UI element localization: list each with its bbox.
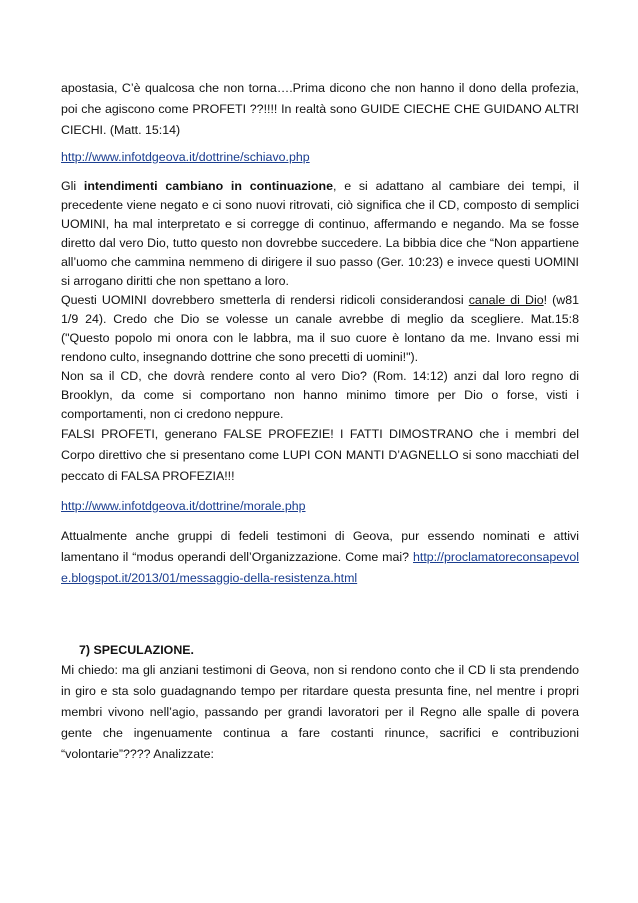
- underlined-phrase: canale di Dio: [468, 293, 544, 307]
- paragraph-intendimenti: [61, 177, 579, 291]
- link-morale[interactable]: http://www.infotdgeova.it/dottrine/morale.php: [61, 499, 306, 513]
- paragraph-apostasia: apostasia, C’è qualcosa che non torna….Prima dicono che non hanno il dono della profezia, poi che agiscono come PROFETI ??!!!! In realtà sono GUIDE CIECHE CHE GUIDANO ALTRI CIECHI. (Matt. 15:14): [61, 81, 579, 137]
- text-segment: Gli: [61, 179, 84, 193]
- text-segment: Attualmente anche gruppi di fedeli testimoni di Geova, pur essendo nominati e attivi lamentano il “modus operandi dell’Organizzazione. Come mai?: [61, 529, 579, 564]
- paragraph-uomini: [61, 291, 579, 367]
- paragraph-attualmente: [61, 526, 579, 589]
- document-page: [61, 78, 579, 765]
- bold-phrase: intendimenti cambiano in continuazione: [83, 179, 333, 193]
- paragraph-falsi-profeti: FALSI PROFETI, generano FALSE PROFEZIE! I FATTI DIMOSTRANO che i membri del Corpo direttivo che si presentano come LUPI CON MANTI D’AGNELLO si sono macchiati del peccato di FALSA PROFEZIA!!!: [61, 427, 579, 483]
- link-schiavo[interactable]: http://www.infotdgeova.it/dottrine/schiavo.php: [61, 150, 310, 164]
- paragraph-rendere-conto: Non sa il CD, che dovrà rendere conto al vero Dio? (Rom. 14:12) anzi dal loro regno di Brooklyn, da come si comportano non hanno minimo timore per Dio o forse, visti i comportamenti, non ci credono neppure.: [61, 369, 579, 421]
- text-segment: , e si adattano al cambiare dei tempi, il precedente viene negato e ci sono nuovi ritrovati, ciò significa che il CD, composto di semplici UOMINI, ha mal interpretato e si corregge di continuo, affermando e negando. Ma se fosse diretto dal vero Dio, tutto questo non dovrebbe succedere. La bibbia dice che “Non appartiene all’uomo che cammina nemmeno di dirigere il suo passo (Ger. 10:23) e invece questi UOMINI si arrogano diritti che non spettano a loro.: [61, 179, 579, 288]
- paragraph-speculazione: Mi chiedo: ma gli anziani testimoni di Geova, non si rendono conto che il CD li sta prendendo in giro e sta solo guadagnando tempo per ritardare questa presunta fine, nel mentre i propri membri vivono nell’agio, passando per grandi lavoratori per il Regno alle spalle di povera gente che ingenuamente continua a fare costanti rinunce, sacrifici e contribuzioni “volontarie”???? Analizzate:: [61, 663, 579, 761]
- section-heading: 7) SPECULAZIONE.: [79, 643, 194, 657]
- paragraph-link-schiavo: [61, 148, 579, 167]
- text-segment: Questi UOMINI dovrebbero smetterla di rendersi ridicoli considerandosi: [61, 293, 469, 307]
- paragraph-link-morale: [61, 497, 579, 516]
- link-proclamatore[interactable]: http://proclamatoreconsapevole.blogspot.it/2013/01/messaggio-della-resistenza.html: [61, 550, 579, 585]
- text-segment: ! (w81 1/9 24). Credo che Dio se volesse un canale avrebbe di meglio da scegliere. Mat.15:8 ("Questo popolo mi onora con le labbra, ma il suo cuore è lontano da me. Invano essi mi rendono culto, insegnando dottrine che sono precetti di uomini!").: [61, 293, 579, 364]
